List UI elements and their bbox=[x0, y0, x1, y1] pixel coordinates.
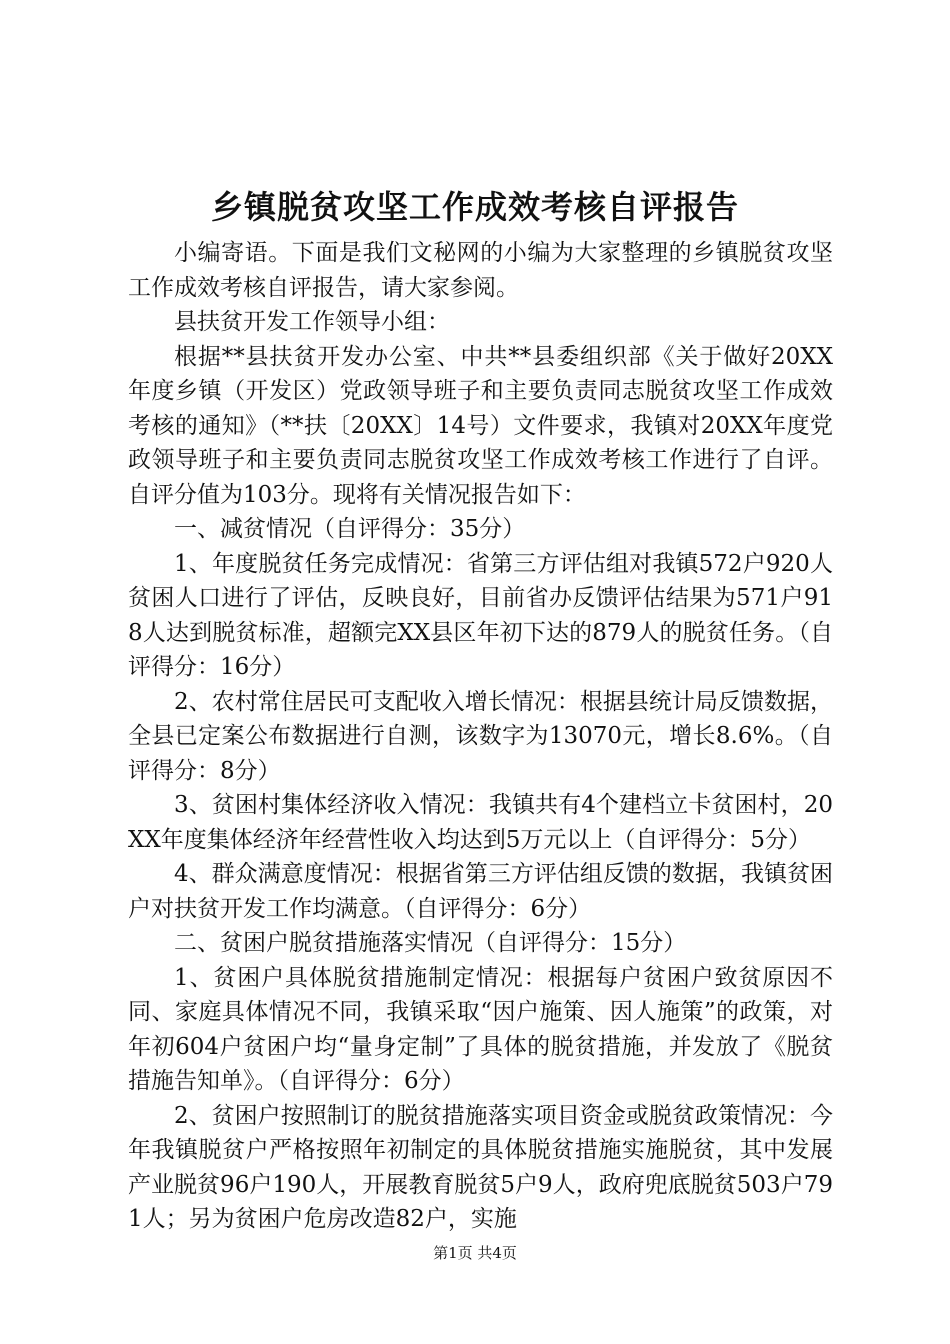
paragraph-measures-2: 2、贫困户按照制订的脱贫措施落实项目资金或脱贫政策情况：今年我镇脱贫户严格按照年初制定的具体脱贫措施实施脱贫，其中发展产业脱贫96户190人，开展教育脱贫5户9人，政府兜底脱贫503户791人；另为贫困户危房改造82户，实施 bbox=[128, 1102, 833, 1232]
document-body bbox=[128, 236, 833, 1237]
page-footer: 第1页 共4页 bbox=[433, 1244, 517, 1262]
document-title: 乡镇脱贫攻坚工作成效考核自评报告 bbox=[210, 188, 739, 226]
paragraph-item-4-satisfaction: 4、群众满意度情况：根据省第三方评估组反馈的数据，我镇贫困户对扶贫开发工作均满意。（自评得分：6分） bbox=[128, 861, 833, 922]
section-heading-measures: 二、贫困户脱贫措施落实情况（自评得分：15分） bbox=[174, 930, 687, 956]
paragraph-background: 根据**县扶贫开发办公室、中共**县委组织部《关于做好20XX年度乡镇（开发区）党政领导班子和主要负责同志脱贫攻坚工作成效考核的通知》（**扶〔20XX〕14号）文件要求，我镇对20XX年度党政领导班子和主要负责同志脱贫攻坚工作成效考核工作进行了自评。自评分值为103分。现将有关情况报告如下： bbox=[128, 343, 833, 508]
paragraph-measures-1: 1、贫困户具体脱贫措施制定情况：根据每户贫困户致贫原因不同、家庭具体情况不同，我镇采取“因户施策、因人施策”的政策，对年初604户贫困户均“量身定制”了具体的脱贫措施，并发放了《脱贫措施告知单》。（自评得分：6分） bbox=[128, 964, 833, 1094]
paragraph-item-3-collective-income: 3、贫困村集体经济收入情况：我镇共有4个建档立卡贫困村，20XX年度集体经济年经营性收入均达到5万元以上（自评得分：5分） bbox=[128, 792, 833, 853]
paragraph-item-1-annual-task: 1、年度脱贫任务完成情况：省第三方评估组对我镇572户920人贫困人口进行了评估，反映良好，目前省办反馈评估结果为571户918人达到脱贫标准，超额完XX县区年初下达的879人的脱贫任务。（自评得分：16分） bbox=[128, 550, 833, 680]
section-heading-poverty-reduction: 一、减贫情况（自评得分：35分） bbox=[174, 516, 526, 542]
paragraph-intro: 小编寄语。下面是我们文秘网的小编为大家整理的乡镇脱贫攻坚工作成效考核自评报告，请大家参阅。 bbox=[128, 240, 833, 301]
paragraph-item-2-income-growth: 2、农村常住居民可支配收入增长情况：根据县统计局反馈数据，全县已定案公布数据进行自测，该数字为13070元，增长8.6%。（自评得分：8分） bbox=[128, 688, 833, 784]
paragraph-salutation: 县扶贫开发工作领导小组： bbox=[174, 309, 450, 335]
